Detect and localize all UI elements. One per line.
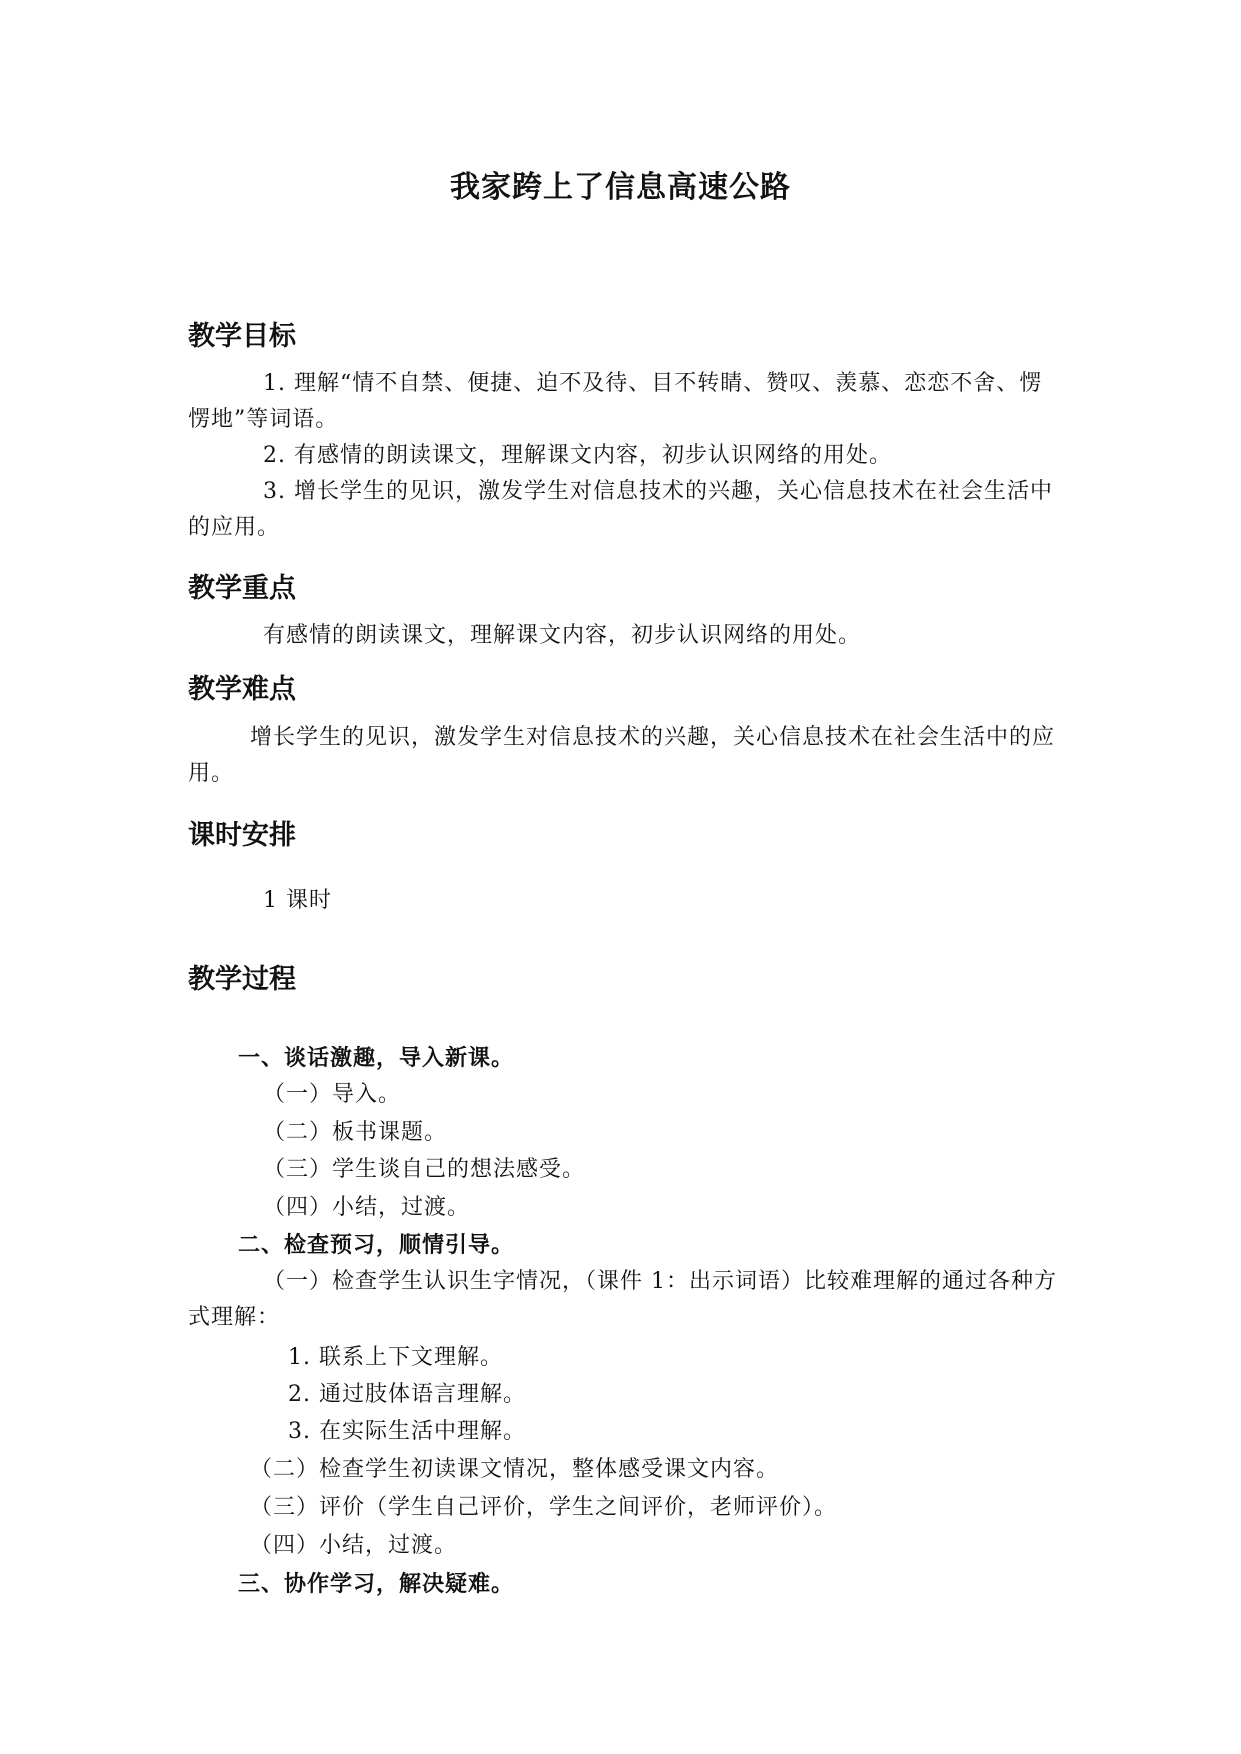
process-step: （四）小结，过渡。	[250, 1533, 458, 1558]
key-points-text: 有感情的朗读课文，理解课文内容，初步认识网络的用处。	[263, 623, 862, 648]
objective-item: 2. 有感情的朗读课文，理解课文内容，初步认识网络的用处。	[263, 443, 892, 468]
section-heading-difficulties: 教学难点	[188, 674, 296, 705]
process-step: （一）导入。	[263, 1082, 402, 1107]
section-heading-key-points: 教学重点	[188, 573, 296, 604]
process-part-title: 二、检查预习，顺情引导。	[238, 1232, 515, 1258]
process-method: 1. 联系上下文理解。	[288, 1345, 503, 1370]
process-step: （二）板书课题。	[263, 1120, 448, 1145]
process-step: （四）小结，过渡。	[263, 1195, 471, 1220]
section-heading-process: 教学过程	[188, 964, 296, 995]
process-part-title: 一、谈话激趣，导入新课。	[238, 1045, 515, 1071]
difficulties-text: 增长学生的见识，激发学生对信息技术的兴趣，关心信息技术在社会生活中的应用。	[188, 725, 1056, 786]
process-step: （三）学生谈自己的想法感受。	[263, 1157, 586, 1182]
process-step: （二）检查学生初读课文情况，整体感受课文内容。	[250, 1457, 780, 1482]
schedule-text: 1 课时	[263, 888, 332, 913]
process-step: （三）评价（学生自己评价，学生之间评价，老师评价）。	[250, 1495, 838, 1520]
document-title: 我家跨上了信息高速公路	[450, 170, 791, 205]
process-method: 2. 通过肢体语言理解。	[288, 1382, 526, 1407]
objective-item: 3. 增长学生的见识，激发学生对信息技术的兴趣，关心信息技术在社会生活中的应用。	[188, 479, 1053, 540]
process-step: （一）检查学生认识生字情况，（课件 1：出示词语）比较难理解的通过各种方式理解：	[188, 1269, 1057, 1330]
process-method: 3. 在实际生活中理解。	[288, 1419, 526, 1444]
section-heading-objectives: 教学目标	[188, 321, 296, 352]
section-heading-schedule: 课时安排	[188, 820, 296, 851]
objective-item: 1. 理解“情不自禁、便捷、迫不及待、目不转睛、赞叹、羡慕、恋恋不舍、愣愣地”等词语。	[188, 371, 1043, 432]
process-part-title: 三、协作学习，解决疑难。	[238, 1571, 515, 1597]
